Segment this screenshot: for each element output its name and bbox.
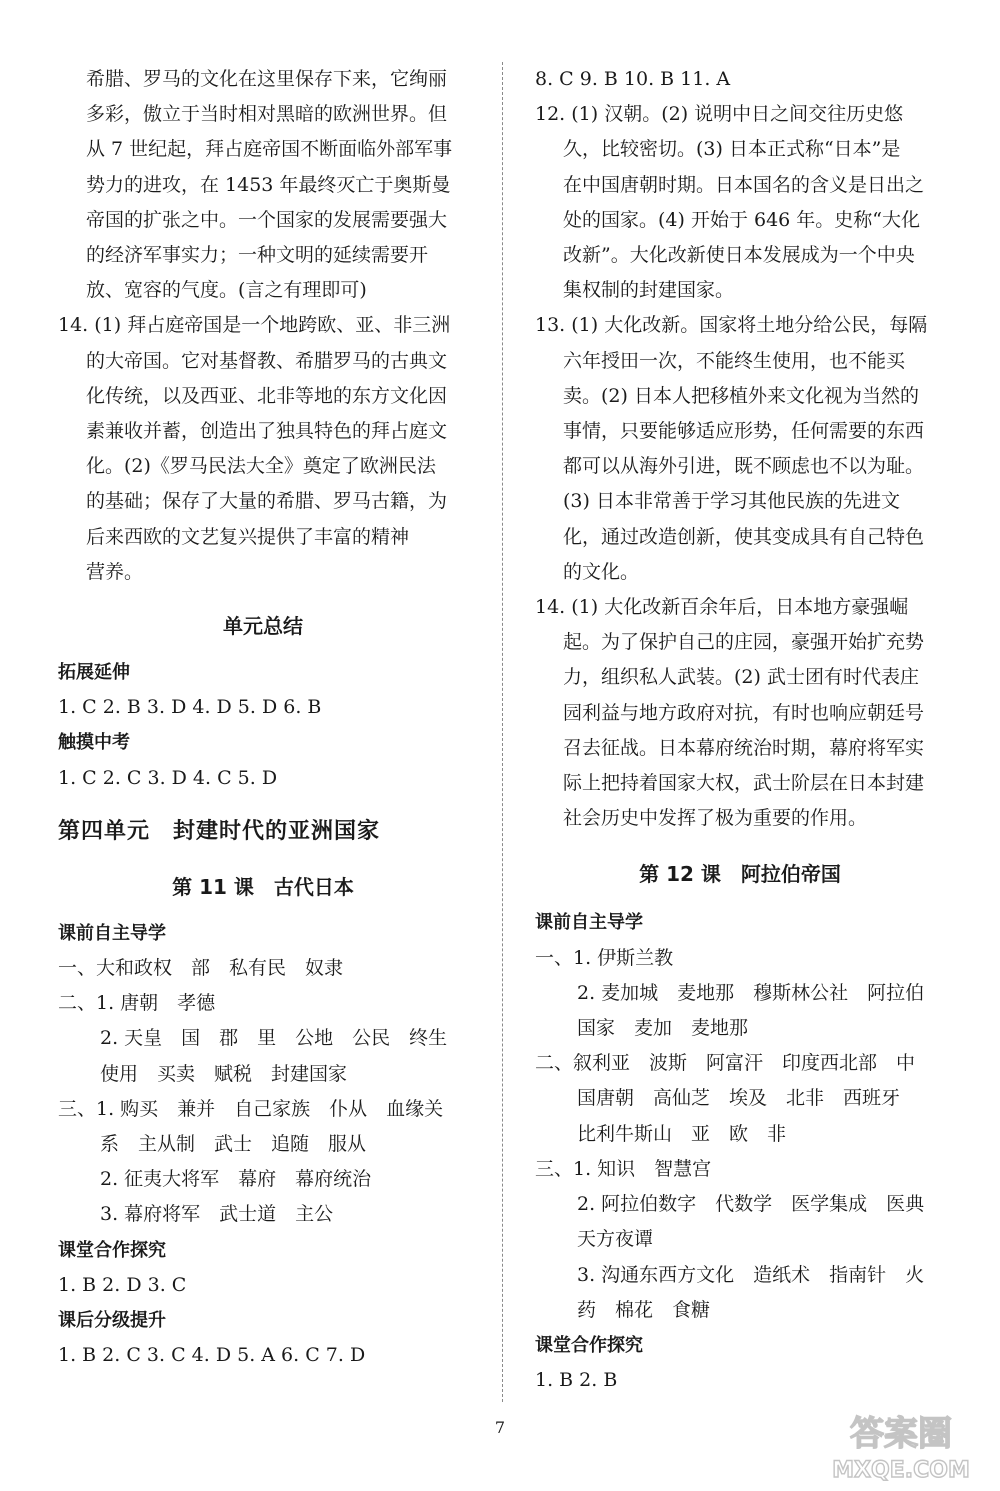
right-column: [535, 62, 945, 1398]
text-line: 12. (1) 汉朝。(2) 说明中日之间交往历史悠: [535, 103, 904, 126]
text-line: 营养。: [86, 560, 144, 583]
text-line: 系 主从制 武士 追随 服从: [100, 1133, 367, 1156]
text-line: 从 7 世纪起，拜占庭帝国不断面临外部军事: [86, 138, 453, 161]
text-line: 2. 天皇 国 郡 里 公地 公民 终生: [100, 1027, 448, 1050]
watermark-logo: [812, 1403, 990, 1485]
text-line: 后来西欧的文艺复兴提供了丰富的精神: [86, 525, 410, 548]
left-column: [58, 62, 468, 1374]
text-line: 久，比较密切。(3) 日本正式称“日本”是: [563, 138, 901, 161]
text-line: 国家 麦加 麦地那: [577, 1017, 749, 1040]
text-line: 化，通过改造创新，使其变成具有自己特色: [563, 525, 925, 548]
text-line: 14. (1) 拜占庭帝国是一个地跨欧、亚、非三洲: [58, 314, 451, 337]
text-line: 化。(2)《罗马民法大全》奠定了欧洲民法: [86, 455, 436, 478]
text-line: 多彩，傲立于当时相对黑暗的欧洲世界。但: [86, 103, 448, 126]
text-line: 集权制的封建国家。: [563, 279, 735, 302]
text-line: 事情，只要能够适应形势，任何需要的东西: [563, 420, 925, 443]
text-line: 都可以从海外引进，既不顾虑也不以为耻。: [563, 455, 925, 478]
text-line: 3. 幕府将军 武士道 主公: [100, 1203, 334, 1226]
text-line: 化传统，以及西亚、北非等地的东方文化因: [86, 384, 448, 407]
text-line: 的大帝国。它对基督教、希腊罗马的古典文: [86, 349, 448, 372]
column-divider: [502, 62, 503, 1402]
text-line: 2. 麦加城 麦地那 穆斯林公社 阿拉伯: [577, 981, 925, 1004]
text-line: 处的国家。(4) 开始于 646 年。史称“大化: [563, 208, 921, 231]
unit-title: 第四单元 封建时代的亚洲国家: [58, 818, 381, 844]
q13-answer: [535, 308, 945, 590]
text-line: 的经济军事实力；一种文明的延续需要开: [86, 244, 429, 267]
q12-answer: [535, 97, 945, 308]
text-line: 2. 征夷大将军 幕府 幕府统治: [100, 1168, 372, 1191]
text-line: 际上把持着国家大权，武士阶层在日本封建: [563, 772, 925, 795]
page-number: 7: [494, 1418, 506, 1437]
text-line: 国唐朝 高仙芝 埃及 北非 西班牙: [577, 1087, 901, 1110]
section-heading-after-class: 课后分级提升: [58, 1310, 166, 1332]
text-line: 14. (1) 大化改新百余年后，日本地方豪强崛: [535, 596, 909, 619]
text-line: 二、叙利亚 波斯 阿富汗 印度西北部 中: [535, 1052, 916, 1075]
text-line: 二、1. 唐朝 孝德: [58, 992, 216, 1015]
text-line: 起。为了保护自己的庄园，豪强开始扩充势: [563, 631, 925, 654]
answer-line: 1. C 2. C 3. D 4. C 5. D: [58, 766, 278, 789]
text-line: 13. (1) 大化改新。国家将土地分给公民，每隔: [535, 314, 928, 337]
answer-line: 1. B 2. D 3. C: [58, 1273, 187, 1296]
text-line: 召去征战。日本幕府统治时期，幕府将军实: [563, 736, 925, 759]
answer-line: 1. B 2. B: [535, 1369, 618, 1392]
section-heading-exam: 触摸中考: [58, 732, 130, 754]
watermark-url: MXQE.COM: [832, 1458, 970, 1483]
text-line: 社会历史中发挥了极为重要的作用。: [563, 807, 868, 830]
text-line: 园利益与地方政府对抗，有时也响应朝廷号: [563, 701, 925, 724]
section-heading-preview: 课前自主导学: [58, 922, 166, 944]
text-line: 三、1. 知识 智慧宫: [535, 1157, 712, 1180]
text-line: 六年授田一次，不能终生使用，也不能买: [563, 349, 906, 372]
text-line: 使用 买卖 赋税 封建国家: [100, 1062, 348, 1085]
section-heading-classroom: 课堂合作探究: [58, 1239, 166, 1261]
section-heading-extension: 拓展延伸: [58, 662, 130, 684]
text-line: 帝国的扩张之中。一个国家的发展需要强大: [86, 208, 448, 231]
answer-line: 8. C 9. B 10. B 11. A: [535, 68, 731, 90]
text-line: 天方夜谭: [577, 1228, 654, 1251]
text-line: 3. 沟通东西方文化 造纸术 指南针 火: [577, 1263, 925, 1286]
text-line: 力，组织私人武装。(2) 武士团有时代表庄: [563, 666, 919, 689]
section-heading-preview: 课前自主导学: [535, 912, 643, 934]
section-heading-classroom: 课堂合作探究: [535, 1334, 643, 1356]
text-line: 放、宽容的气度。(言之有理即可): [86, 279, 367, 302]
text-line: 希腊、罗马的文化在这里保存下来，它绚丽: [86, 68, 448, 90]
text-line: 的文化。: [563, 560, 640, 583]
summary-title: 单元总结: [223, 614, 303, 639]
text-line: 在中国唐朝时期。日本国名的含义是日出之: [563, 173, 925, 196]
text-line: 改新”。大化改新使日本发展成为一个中央: [563, 244, 915, 267]
text-line: (3) 日本非常善于学习其他民族的先进文: [563, 490, 900, 513]
q14-answer: [535, 590, 945, 836]
text-line: 一、大和政权 部 私有民 奴隶: [58, 957, 344, 980]
text-line: 比利牛斯山 亚 欧 非: [577, 1122, 787, 1145]
watermark-brand: 答案圈: [850, 1414, 952, 1454]
lesson-title: 第 12 课 阿拉伯帝国: [639, 862, 841, 887]
lesson-title: 第 11 课 古代日本: [172, 874, 354, 899]
text-line: 势力的进攻，在 1453 年最终灭亡于奥斯曼: [86, 173, 451, 196]
q13-continuation: [58, 62, 468, 308]
text-line: 卖。(2) 日本人把移植外来文化视为当然的: [563, 384, 919, 407]
answer-line: 1. C 2. B 3. D 4. D 5. D 6. B: [58, 696, 322, 719]
text-line: 2. 阿拉伯数字 代数学 医学集成 医典: [577, 1193, 925, 1216]
text-line: 一、1. 伊斯兰教: [535, 946, 674, 969]
text-line: 的基础；保存了大量的希腊、罗马古籍，为: [86, 490, 448, 513]
text-line: 三、1. 购买 兼并 自己家族 仆从 血缘关: [58, 1097, 444, 1120]
text-line: 素兼收并蓄，创造出了独具特色的拜占庭文: [86, 420, 448, 443]
q14-answer: [58, 308, 468, 590]
text-line: 药 棉花 食糖: [577, 1298, 711, 1321]
answer-line: 1. B 2. C 3. C 4. D 5. A 6. C 7. D: [58, 1344, 366, 1367]
